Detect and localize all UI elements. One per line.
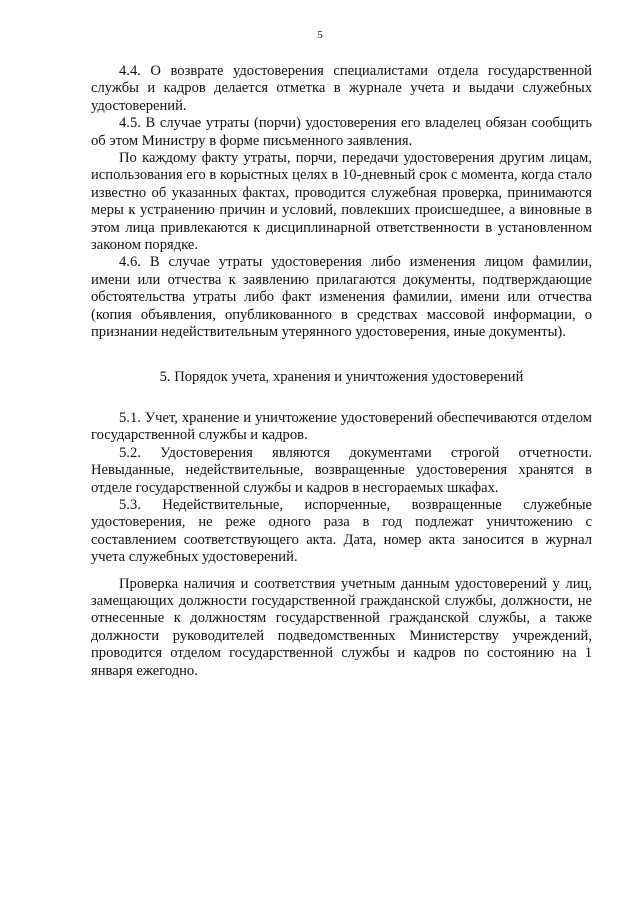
paragraph-4-5-continued: По каждому факту утраты, порчи, передачи удостоверения другим лицам, использования его в корыстных целях в 10-дневный срок с момента, когда стало известно об указанных фактах, проводится служебная проверка, принимаются меры к устранению причин и условий, повлекших происшедшее, а виновные в этом лица привлекаются к дисциплинарной ответственности в установленном законом порядке.: [91, 150, 592, 254]
paragraph-4-5: 4.5. В случае утраты (порчи) удостоверения его владелец обязан сообщить об этом Министру в форме письменного заявления.: [91, 115, 592, 149]
page-number: 5: [317, 29, 323, 41]
paragraph-5-1: 5.1. Учет, хранение и уничтожение удостоверений обеспечиваются отделом государственной службы и кадров.: [91, 409, 592, 444]
section-heading: 5. Порядок учета, хранения и уничтожения удостоверений: [159, 368, 524, 385]
paragraph-5-2: 5.2. Удостоверения являются документами строгой отчетности. Невыданные, недействительные, возвращенные удостоверения хранятся в отделе государственной службы и кадров в несгораемых шкафах.: [91, 444, 592, 496]
paragraph-4-6: 4.6. В случае утраты удостоверения либо изменения лицом фамилии, имени или отчества к заявлению прилагаются документы, подтверждающие обстоятельства утраты либо факт изменения фамилии, имени или отчества (копия объявления, опубликованного в средствах массовой информации, о признании недействительным утерянного удостоверения, иные документы).: [91, 254, 592, 341]
paragraph-4-4: 4.4. О возврате удостоверения специалистами отдела государственной службы и кадров делается отметка в журнале учета и выдачи служебных удостоверений.: [91, 63, 592, 114]
paragraph-verification: Проверка наличия и соответствия учетным данным удостоверений у лиц, замещающих должности государственной гражданской службы, должности, не отнесенные к должностям государственной гражданской службы, а также должности руководителей подведомственных Министерству учреждений, проводится отделом государственной службы и кадров по состоянию на 1 января ежегодно.: [91, 575, 592, 679]
paragraph-5-3: 5.3. Недействительные, испорченные, возвращенные служебные удостоверения, не реже одного раза в год подлежат уничтожению с составлением соответствующего акта. Дата, номер акта заносится в журнал учета служебных удостоверений.: [91, 496, 592, 566]
document-body: [91, 63, 592, 680]
